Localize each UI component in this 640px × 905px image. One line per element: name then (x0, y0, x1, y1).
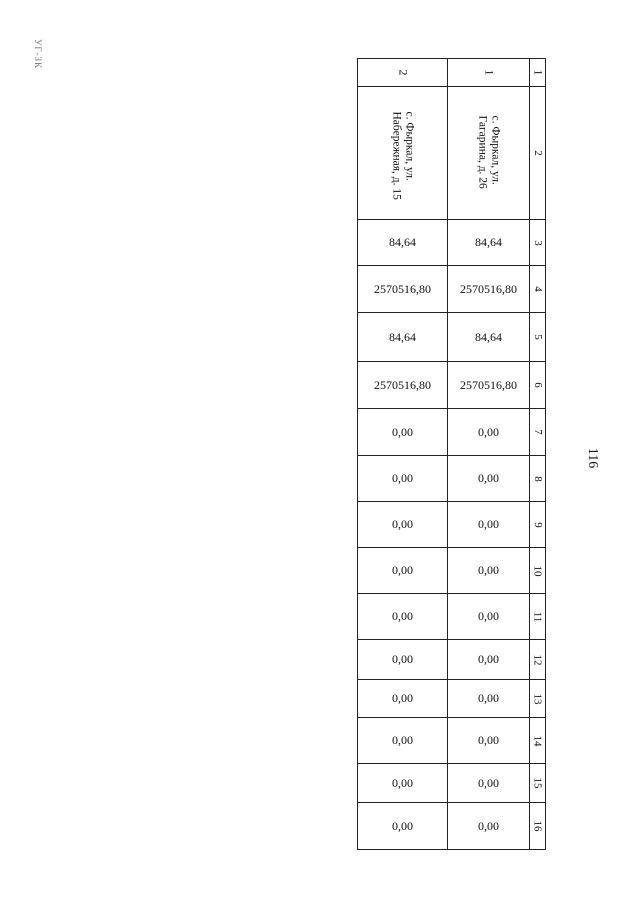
value-cell (358, 362, 448, 409)
value-cell (448, 409, 530, 456)
record-number: 2 (396, 69, 410, 76)
value-text: 0,00 (478, 775, 499, 790)
value-text: 0,00 (478, 563, 499, 577)
column-number: 16 (531, 820, 544, 832)
value-cell (358, 548, 448, 594)
column-number: 7 (531, 429, 544, 435)
column-number-cell (530, 456, 545, 502)
column-number-cell (530, 266, 545, 313)
column-number-cell (530, 640, 545, 680)
value-text: 0,00 (478, 818, 499, 833)
data-table (357, 58, 546, 850)
column-number: 2 (531, 150, 544, 156)
value-cell (448, 548, 530, 594)
archive-stamp-text: УГ-ЗК (33, 38, 43, 70)
value-text: 84,64 (389, 329, 416, 344)
value-cell (448, 266, 530, 313)
column-number-cell (530, 220, 545, 266)
value-text: 0,00 (392, 517, 413, 531)
column-number: 5 (531, 334, 544, 340)
value-cell (358, 680, 448, 718)
value-cell (448, 640, 530, 680)
address-text: с. Фыркал, ул. Набережная, д. 15 (390, 111, 416, 200)
value-text: 2570516,80 (374, 281, 431, 296)
address-text: с. Фыркал, ул. Гагарина, д. 26 (476, 115, 502, 189)
column-number-cell (530, 764, 545, 803)
value-text: 0,00 (478, 424, 499, 439)
value-text: 84,64 (389, 235, 416, 249)
value-cell (448, 680, 530, 718)
value-cell (358, 266, 448, 313)
value-text: 2570516,80 (460, 281, 517, 296)
value-cell (448, 220, 530, 266)
column-number: 3 (531, 239, 544, 246)
value-text: 84,64 (475, 235, 502, 249)
value-text: 0,00 (392, 471, 413, 485)
value-text: 0,00 (478, 609, 499, 623)
value-text: 0,00 (392, 691, 413, 705)
value-text: 0,00 (392, 424, 413, 439)
column-number: 10 (531, 565, 544, 576)
column-number: 11 (531, 611, 544, 622)
header-number-cell (530, 59, 545, 87)
value-text: 0,00 (392, 563, 413, 577)
address-cell (448, 87, 530, 220)
column-number-cell (530, 362, 545, 409)
column-number: 14 (531, 735, 544, 746)
value-text: 0,00 (478, 733, 499, 747)
record-number-cell (358, 59, 448, 87)
value-text: 0,00 (392, 818, 413, 833)
column-number-cell (530, 502, 545, 548)
value-cell (358, 764, 448, 803)
value-cell (358, 803, 448, 849)
value-cell (448, 764, 530, 803)
column-number: 15 (531, 777, 544, 789)
value-cell (448, 803, 530, 849)
column-number: 4 (531, 286, 544, 292)
archive-stamp (28, 34, 48, 74)
column-number: 12 (531, 654, 544, 665)
page-number-text: 116 (584, 447, 600, 469)
value-cell (358, 594, 448, 640)
value-cell (448, 313, 530, 362)
value-text: 0,00 (478, 652, 499, 666)
header-number: 1 (531, 69, 545, 76)
value-text: 0,00 (392, 609, 413, 623)
value-text: 0,00 (392, 733, 413, 747)
value-text: 0,00 (478, 517, 499, 531)
value-cell (358, 718, 448, 764)
value-cell (448, 594, 530, 640)
value-cell (448, 456, 530, 502)
value-cell (358, 313, 448, 362)
value-cell (358, 502, 448, 548)
column-number-cell (530, 803, 545, 849)
column-number: 9 (531, 521, 544, 528)
column-number-cell (530, 409, 545, 456)
column-number: 13 (531, 693, 544, 704)
column-number-cell (530, 680, 545, 718)
record-number-cell (448, 59, 530, 87)
value-cell (448, 502, 530, 548)
value-cell (358, 640, 448, 680)
address-cell (358, 87, 448, 220)
column-number-cell (530, 313, 545, 362)
column-number: 8 (531, 475, 544, 482)
value-cell (448, 718, 530, 764)
value-text: 0,00 (392, 775, 413, 790)
column-number-cell (530, 718, 545, 764)
page-number (580, 440, 604, 476)
value-text: 0,00 (392, 652, 413, 666)
value-cell (448, 362, 530, 409)
column-number: 6 (531, 382, 544, 388)
value-text: 0,00 (478, 691, 499, 705)
value-text: 0,00 (478, 471, 499, 485)
value-text: 2570516,80 (460, 377, 517, 392)
value-cell (358, 456, 448, 502)
column-number-cell (530, 548, 545, 594)
column-number-cell (530, 594, 545, 640)
value-cell (358, 409, 448, 456)
record-number: 1 (482, 69, 496, 76)
value-cell (358, 220, 448, 266)
column-number-cell (530, 87, 545, 220)
value-text: 2570516,80 (374, 377, 431, 392)
value-text: 84,64 (475, 329, 502, 344)
